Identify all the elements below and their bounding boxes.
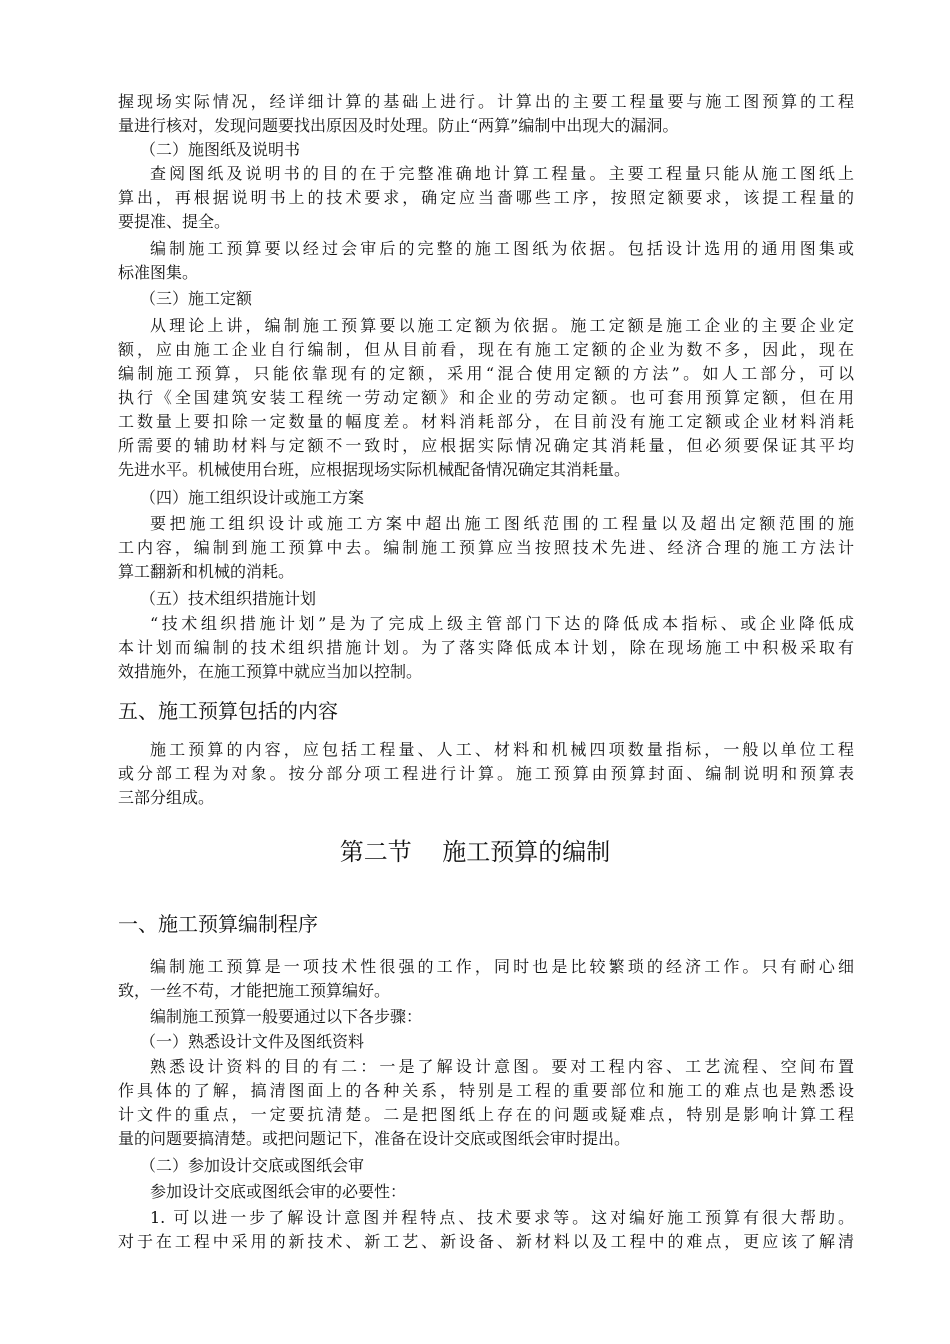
subsection-heading: （一）熟悉设计文件及图纸资料 — [140, 1032, 365, 1051]
body-line: 从理论上讲，编制施工预算要以施工定额为依据。施工定额是施工企业的主要企业定 — [150, 316, 854, 335]
body-line: 查阅图纸及说明书的目的在于完整准确地计算工程量。主要工程量只能从施工图纸上 — [150, 164, 854, 183]
body-line: 要把施工组织设计或施工方案中超出施工图纸范围的工程量以及超出定额范围的施 — [150, 514, 854, 533]
body-line: 计文件的重点，一定要抗清楚。二是把图纸上存在的问题或疑难点，特别是影响计算工程 — [118, 1105, 854, 1124]
subsection-heading: （二）参加设计交底或图纸会审 — [140, 1156, 365, 1175]
body-line: 量的问题要搞清楚。或把问题记下，准备在设计交底或图纸会审时提出。 — [118, 1129, 631, 1148]
body-line: 编制施工预算是一项技术性很强的工作，同时也是比较繁琐的经济工作。只有耐心细 — [150, 957, 854, 976]
body-line: 编制施工预算，只能依靠现有的定额，采用“混合使用定额的方法”。如人工部分，可以 — [118, 364, 854, 383]
body-line: 本计划而编制的技术组织措施计划。为了落实降低成本计划，除在现场施工中积极采取有 — [118, 638, 854, 657]
body-line: 额，应由施工企业自行编制，但从目前看，现在有施工定额的企业为数不多，因此，现在 — [118, 340, 854, 359]
body-line: 标准图集。 — [118, 263, 199, 282]
body-line: 或分部工程为对象。按分部分项工程进行计算。施工预算由预算封面、编制说明和预算表 — [118, 764, 854, 783]
body-line: 先进水平。机械使用台班，应根据现场实际机械配备情况确定其消耗量。 — [118, 460, 631, 479]
body-line: 算出，再根据说明书上的技术要求，确定应当嗇哪些工序，按照定额要求，该提工程量的 — [118, 188, 854, 207]
body-line: 致，一丝不苟，才能把施工预算编好。 — [118, 981, 391, 1000]
body-line: 1. 可以进一步了解设计意图并程特点、技术要求等。这对编好施工预算有很大帮助。 — [150, 1208, 854, 1227]
body-line: 编制施工预算一般要通过以下各步骤： — [150, 1007, 423, 1026]
subsection-heading: （五）技术组织措施计划 — [140, 589, 317, 608]
subsection-heading: （四）施工组织设计或施工方案 — [140, 488, 365, 507]
body-line: 编制施工预算要以经过会审后的完整的施工图纸为依据。包括设计选用的通用图集或 — [150, 239, 854, 258]
body-line: 算工翻新和机械的消耗。 — [118, 562, 295, 581]
section-heading: 五、施工预算包括的内容 — [118, 699, 338, 723]
body-line: 效措施外，在施工预算中就应当加以控制。 — [118, 662, 423, 681]
body-line: 要提准、提全。 — [118, 212, 231, 231]
chapter-title: 第二节 施工预算的编制 — [339, 838, 611, 866]
body-line: 所需要的辅助材料与定额不一致时，应根据实际情况确定其消耗量，但必须要保证其平均 — [118, 436, 854, 455]
body-line: 施工预算的内容，应包括工程量、人工、材料和机械四项数量指标，一般以单位工程 — [150, 740, 854, 759]
body-line: 工内容，编制到施工预算中去。编制施工预算应当按照技术先进、经济合理的施工方法计 — [118, 538, 854, 557]
body-line: “技术组织措施计划”是为了完成上级主管部门下达的降低成本指标、或企业降低成 — [150, 614, 854, 633]
body-line: 三部分组成。 — [118, 788, 215, 807]
body-line: 对于在工程中采用的新技术、新工艺、新设备、新材料以及工程中的难点，更应该了解清 — [118, 1232, 854, 1251]
subsection-heading: （二）施图纸及说明书 — [140, 140, 301, 159]
body-line: 握现场实际情况，经详细计算的基础上进行。计算出的主要工程量要与施工图预算的工程 — [118, 92, 854, 111]
section-heading: 一、施工预算编制程序 — [118, 912, 318, 936]
body-line: 参加设计交底或图纸会审的必要性： — [150, 1182, 407, 1201]
body-line: 量进行核对，发现问题要找出原因及时处理。防止“两算”编制中出现大的漏洞。 — [118, 116, 679, 135]
subsection-heading: （三）施工定额 — [140, 289, 253, 308]
body-line: 熟悉设计资料的目的有二：一是了解设计意图。要对工程内容、工艺流程、空间布置 — [150, 1057, 854, 1076]
body-line: 作具体的了解，搞清图面上的各种关系，特别是工程的重要部位和施工的难点也是熟悉设 — [118, 1081, 854, 1100]
body-line: 工数量上要扣除一定数量的幅度差。材料消耗部分，在目前没有施工定额或企业材料消耗 — [118, 412, 854, 431]
body-line: 执行《全国建筑安装工程统一劳动定额》和企业的劳动定额。也可套用预算定额，但在用 — [118, 388, 854, 407]
